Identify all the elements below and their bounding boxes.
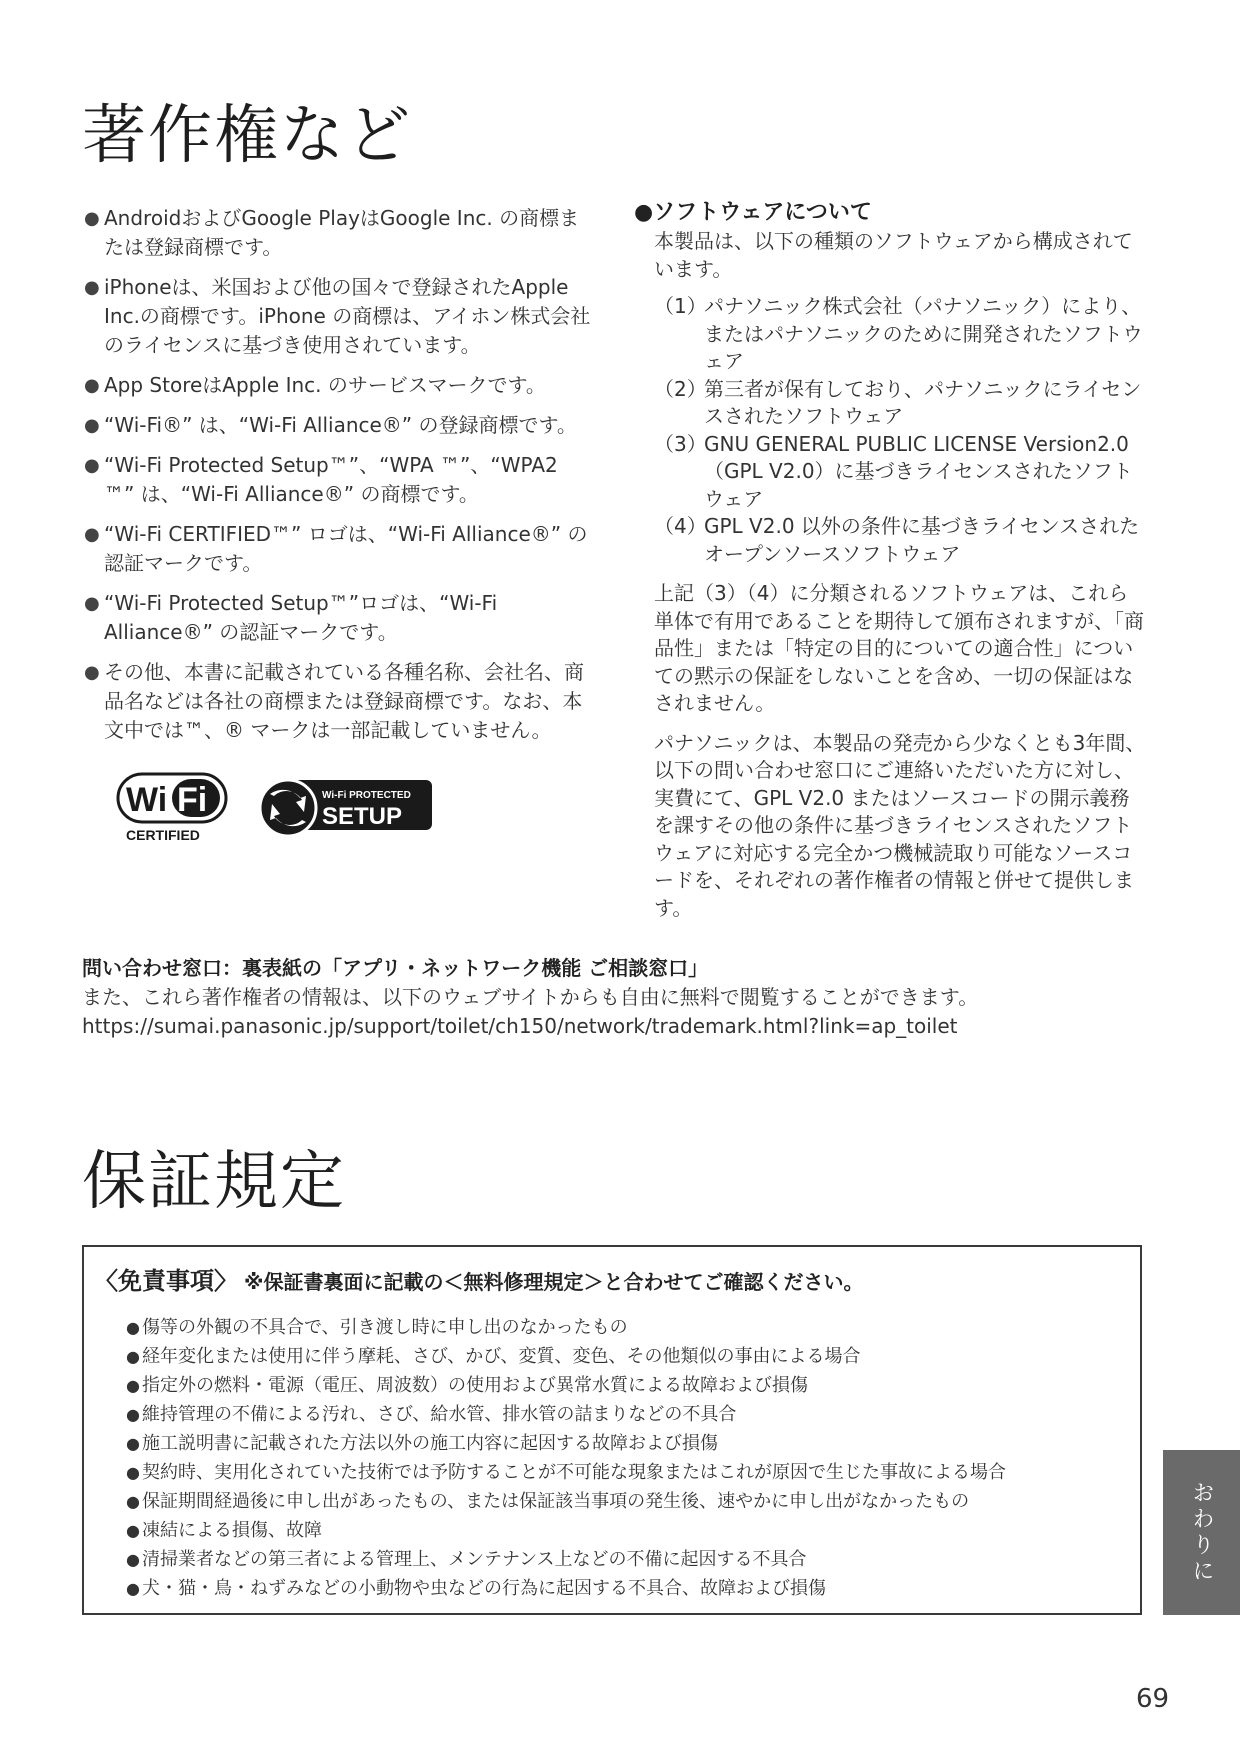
disclaimer-header	[94, 1261, 863, 1296]
list-item-number: （1）	[654, 294, 707, 318]
wps-logo-setup: SETUP	[322, 803, 403, 830]
list-item	[654, 376, 1148, 431]
section-title-copyright: 著作権など	[82, 99, 412, 173]
bullet: ●	[126, 1434, 140, 1453]
bullet: ●	[126, 1405, 140, 1424]
bullet: ●	[84, 524, 100, 545]
disclaimer-note: ※保証書裏面に記載の＜無料修理規定＞と合わせてご確認ください。	[244, 1270, 864, 1294]
wps-logo-top: Wi-Fi PROTECTED	[322, 790, 411, 801]
section-title-warranty: 保証規定	[82, 1145, 346, 1219]
wifi-certified-logo	[118, 774, 226, 843]
trademark-note-text: “Wi-Fi Protected Setup™”ロゴは、“Wi-Fi Alliance®” の認証マークです。	[104, 591, 498, 644]
list-item-number: （3）	[654, 431, 707, 456]
wifi-logo-fi: Fi	[177, 781, 208, 819]
list-item-number: （2）	[654, 376, 707, 401]
list-item	[126, 1429, 1006, 1458]
list-item-text: 契約時、実用化されていた技術では予防することが不可能な現象またはこれが原因で生じた事故による場合	[141, 1462, 1006, 1483]
list-item	[126, 1516, 1006, 1545]
bullet: ●	[126, 1492, 140, 1511]
chapter-side-tab-label: おわりに	[1189, 1480, 1214, 1585]
trademark-note	[84, 451, 594, 509]
contact-lead: 問い合わせ窓口：裏表紙の「アプリ・ネットワーク機能 ご相談窓口」	[82, 956, 709, 980]
trademark-url[interactable]: https://sumai.panasonic.jp/support/toilet/ch150/network/trademark.html?link=ap_toilet	[82, 1014, 958, 1038]
list-item	[654, 513, 1148, 568]
trademark-note	[84, 371, 594, 400]
trademark-notes	[84, 204, 594, 756]
list-item	[654, 431, 1148, 514]
trademark-note-text: “Wi-Fi Protected Setup™”、“WPA ™”、“WPA2 ™” は、“Wi-Fi Alliance®” の商標です。	[104, 453, 558, 506]
bullet: ●	[84, 415, 100, 436]
trademark-note	[84, 520, 594, 578]
list-item-text: 第三者が保有しており、パナソニックにライセンスされたソフトウェア	[704, 376, 1142, 428]
list-item-text: 犬・猫・鳥・ねずみなどの小動物や虫などの行為に起因する不具合、故障および損傷	[141, 1578, 826, 1599]
bullet: ●	[126, 1521, 140, 1540]
wifi-logo-certified: CERTIFIED	[126, 827, 200, 843]
trademark-note	[84, 589, 594, 647]
software-types-list	[654, 293, 1148, 568]
logos-svg	[116, 772, 436, 852]
list-item-number: （4）	[654, 514, 707, 538]
list-item	[126, 1458, 1006, 1487]
disclaimer-list	[126, 1313, 1006, 1603]
disclaimer-title: 〈免責事項〉	[94, 1267, 238, 1295]
list-item	[126, 1487, 1006, 1516]
trademark-note	[84, 204, 594, 262]
list-item	[654, 293, 1148, 376]
software-heading: ●ソフトウェアについて	[634, 200, 872, 225]
trademark-note-text: AndroidおよびGoogle PlayはGoogle Inc. の商標または登録商標です。	[104, 206, 580, 259]
bullet: ●	[126, 1463, 140, 1482]
trademark-note	[84, 658, 594, 745]
trademark-note-text: その他、本書に記載されている各種名称、会社名、商品名などは各社の商標または登録商標です。なお、本文中では™、® マークは一部記載していません。	[104, 660, 584, 742]
contact-text: また、これら著作権者の情報は、以下のウェブサイトからも自由に無料で閲覧することができます。	[82, 985, 979, 1009]
bullet: ●	[84, 375, 100, 396]
trademark-note	[84, 273, 594, 360]
software-intro: 本製品は、以下の種類のソフトウェアから構成されています。	[654, 229, 1133, 281]
certification-logos	[116, 772, 436, 852]
bullet: ●	[84, 662, 100, 683]
list-item-text: 清掃業者などの第三者による管理上、メンテナンス上などの不備に起因する不具合	[141, 1549, 807, 1570]
list-item-text: パナソニック株式会社（パナソニック）により、またはパナソニックのために開発されたソフトウェア	[704, 294, 1143, 373]
trademark-note	[84, 411, 594, 440]
page-number: 69	[1136, 1684, 1170, 1714]
list-item	[126, 1371, 1006, 1400]
bullet: ●	[126, 1376, 140, 1395]
bullet: ●	[84, 277, 100, 298]
list-item	[126, 1545, 1006, 1574]
list-item	[126, 1400, 1006, 1429]
trademark-note-text: “Wi-Fi CERTIFIED™” ロゴは、“Wi-Fi Alliance®” の認証マークです。	[104, 522, 588, 575]
trademark-note-text: App StoreはApple Inc. のサービスマークです。	[104, 373, 546, 397]
list-item-text: 保証期間経過後に申し出があったもの、または保証該当事項の発生後、速やかに申し出がなかったもの	[141, 1491, 970, 1512]
list-item-text: 凍結による損傷、故障	[141, 1520, 322, 1541]
bullet: ●	[84, 208, 100, 229]
bullet: ●	[126, 1318, 140, 1337]
list-item-text: GNU GENERAL PUBLIC LICENSE Version2.0（GPL V2.0）に基づきライセンスされたソフトウェア	[704, 431, 1133, 511]
bullet: ●	[84, 593, 100, 614]
wifi-logo-wi: Wi	[126, 781, 168, 819]
software-warranty-paragraph: 上記（3）（4）に分類されるソフトウェアは、これら単体で有用であることを期待して頒布されますが、「商品性」または「特定の目的についての適合性」についての黙示の保証をしないことを含め、一切の保証はなされません。	[654, 581, 1144, 715]
trademark-note-text: “Wi-Fi®” は、“Wi-Fi Alliance®” の登録商標です。	[104, 413, 577, 437]
contact-info	[82, 954, 1182, 1041]
disclaimer-box	[82, 1245, 1142, 1615]
list-item	[126, 1313, 1006, 1342]
bullet: ●	[126, 1579, 140, 1598]
list-item	[126, 1574, 1006, 1603]
bullet: ●	[84, 455, 100, 476]
list-item-text: 維持管理の不備による汚れ、さび、給水管、排水管の詰まりなどの不具合	[141, 1404, 737, 1425]
list-item-text: 経年変化または使用に伴う摩耗、さび、かび、変質、変色、その他類似の事由による場合	[141, 1346, 861, 1367]
software-section	[634, 198, 1148, 922]
chapter-side-tab	[1163, 1450, 1240, 1615]
list-item	[126, 1342, 1006, 1371]
list-item-text: GPL V2.0 以外の条件に基づきライセンスされたオープンソースソフトウェア	[704, 514, 1140, 566]
source-code-offer-paragraph: パナソニックは、本製品の発売から少なくとも3年間、以下の問い合わせ窓口にご連絡いただいた方に対し、実費にて、GPL V2.0 またはソースコードの開示義務を課すその他の条件に基づきライセンスされたソフトウェアに対応する完全かつ機械読取り可能なソースコードを、それぞれの著作権者の情報と併せて提供します。	[654, 730, 1146, 920]
trademark-note-text: iPhoneは、米国および他の国々で登録されたApple Inc.の商標です。iPhone の商標は、アイホン株式会社のライセンスに基づき使用されています。	[104, 275, 591, 357]
wps-logo	[260, 780, 432, 836]
list-item-text: 施工説明書に記載された方法以外の施工内容に起因する故障および損傷	[141, 1433, 718, 1454]
bullet: ●	[126, 1347, 140, 1366]
list-item-text: 傷等の外観の不具合で、引き渡し時に申し出のなかったもの	[141, 1317, 628, 1338]
list-item-text: 指定外の燃料・電源（電圧、周波数）の使用および異常水質による故障および損傷	[141, 1375, 808, 1396]
bullet: ●	[126, 1550, 140, 1569]
